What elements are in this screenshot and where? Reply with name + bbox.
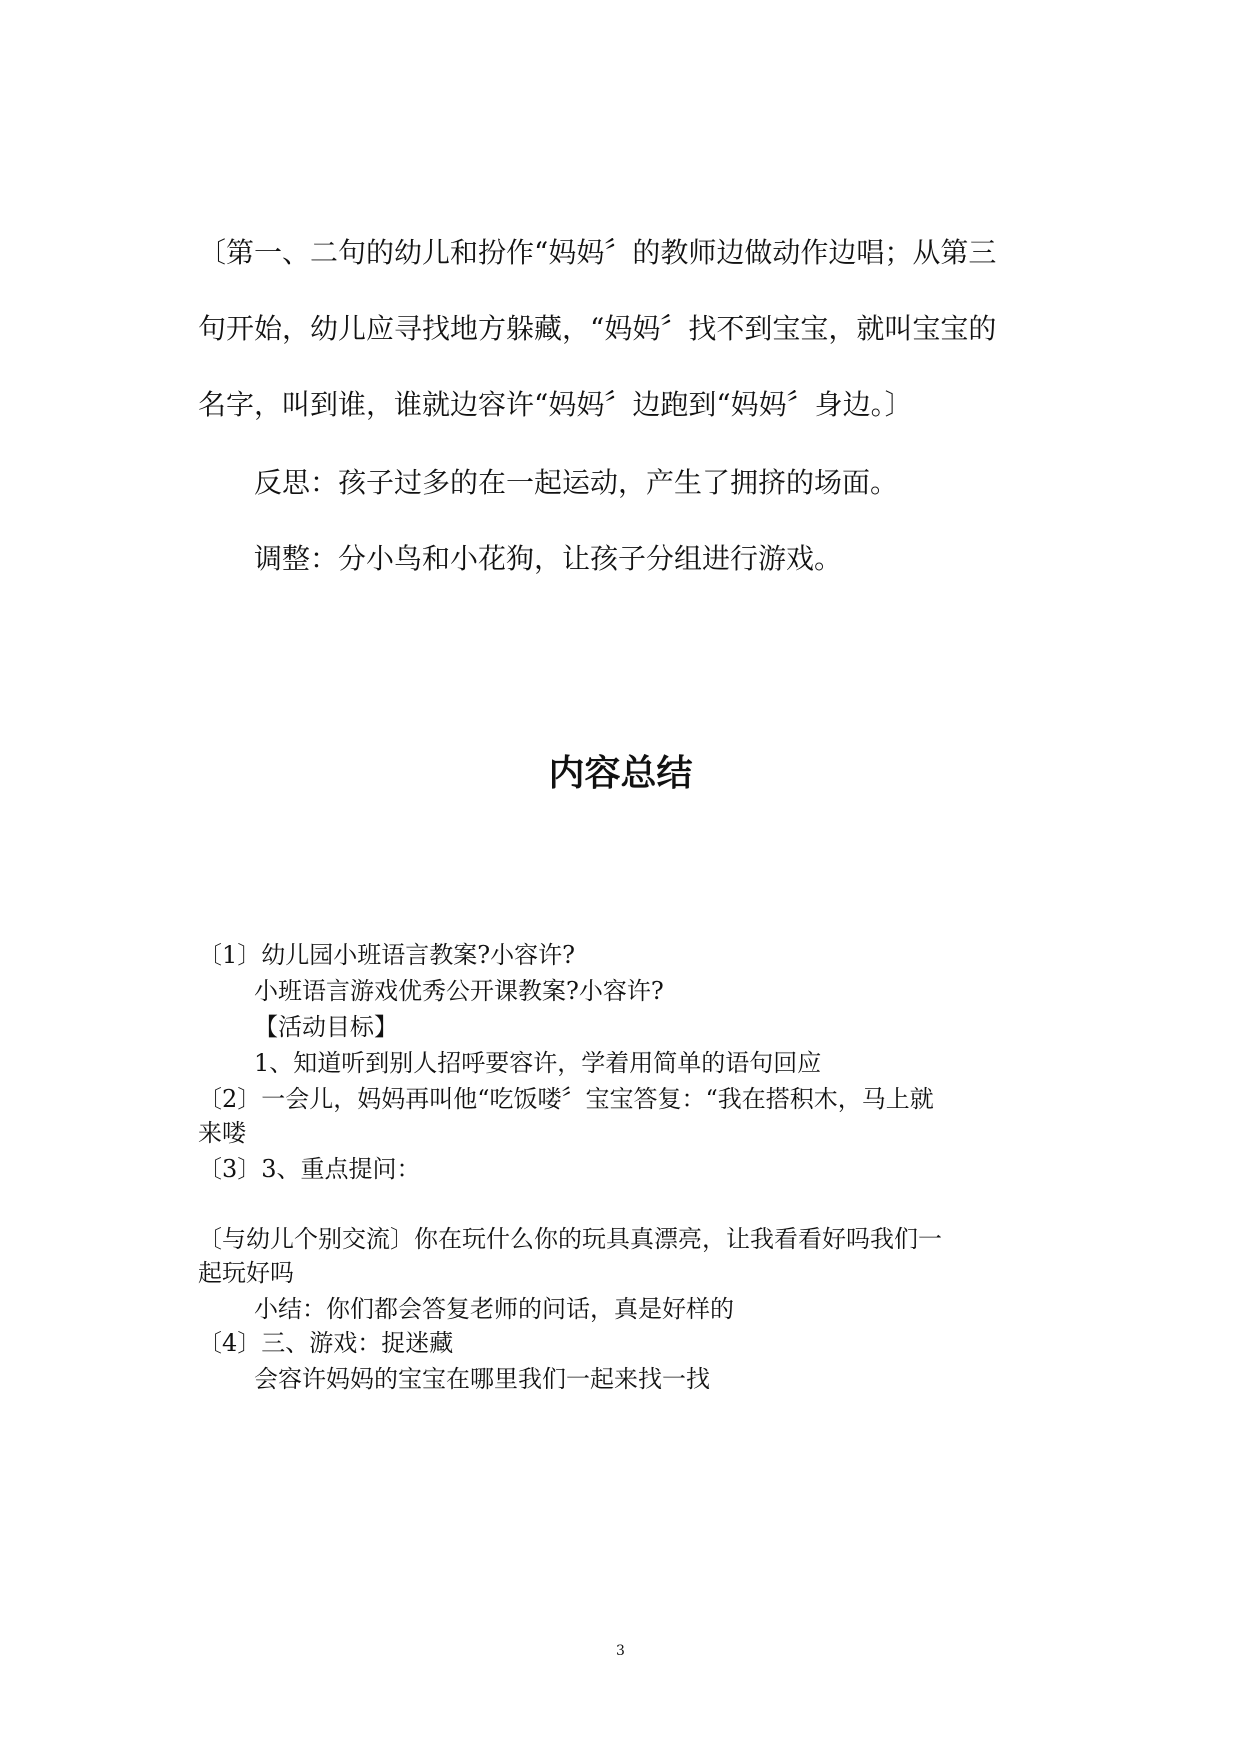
reflection-text: 反思：孩子过多的在一起运动，产生了拥挤的场面。 [254,466,899,499]
summary-line: 〔3〕3、重点提问： [198,1155,421,1183]
page-number: 3 [616,1643,625,1659]
body-paragraph-line: 〔第一、二句的幼儿和扮作“妈妈〞的教师边做动作边唱；从第三 [198,236,997,269]
summary-line: 小班语言游戏优秀公开课教案?小容许? [254,977,664,1005]
summary-line: 来喽 [198,1119,246,1147]
summary-line: 1、知道听到别人招呼要容许，学着用简单的语句回应 [254,1049,822,1077]
summary-line: 会容许妈妈的宝宝在哪里我们一起来找一找 [254,1365,710,1393]
summary-title: 内容总结 [548,753,693,794]
summary-line: 〔与幼儿个别交流〕你在玩什么你的玩具真漂亮，让我看看好吗我们一 [198,1225,942,1253]
body-paragraph-line: 句开始，幼儿应寻找地方躲藏，“妈妈〞找不到宝宝，就叫宝宝的 [198,312,997,345]
summary-line: 〔2〕一会儿，妈妈再叫他“吃饭喽〞宝宝答复：“我在搭积木，马上就 [198,1085,934,1113]
summary-line: 小结：你们都会答复老师的问话，真是好样的 [254,1295,734,1323]
summary-line: 〔1〕幼儿园小班语言教案?小容许? [198,941,576,969]
summary-line: 〔4〕三、游戏：捉迷藏 [198,1329,454,1357]
summary-line: 起玩好吗 [198,1259,294,1287]
body-paragraph-line: 名字，叫到谁，谁就边容许“妈妈〞边跑到“妈妈〞身边。〕 [198,388,913,421]
summary-line: 【活动目标】 [254,1013,398,1041]
adjustment-text: 调整：分小鸟和小花狗，让孩子分组进行游戏。 [254,542,843,575]
